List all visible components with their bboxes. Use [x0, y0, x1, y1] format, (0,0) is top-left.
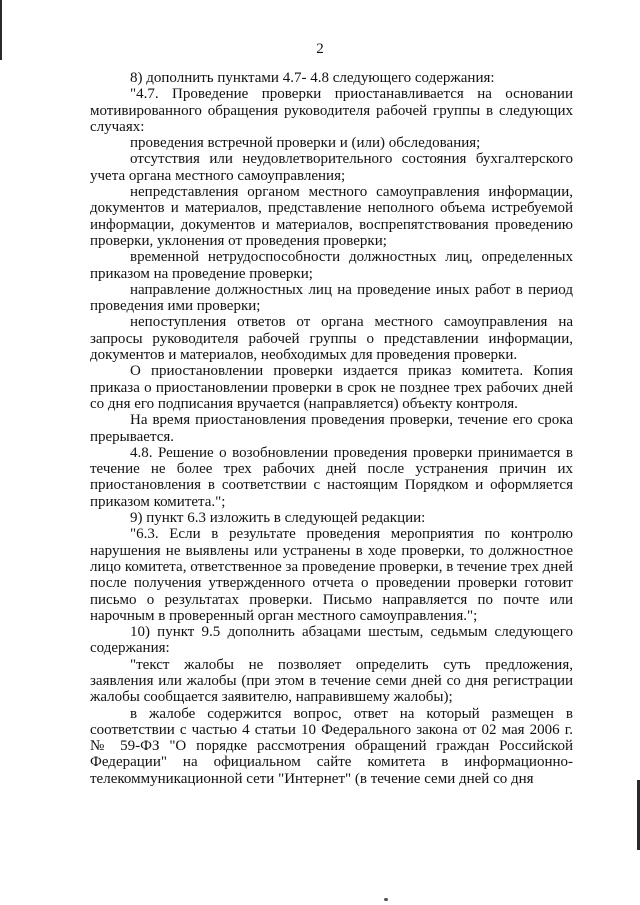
scan-speck	[384, 898, 388, 901]
paragraph: в жалобе содержится вопрос, ответ на который размещен в соответствии с частью 4 статьи 10 Федерального закона от 02 мая 2006 г. № 59-ФЗ "О порядке рассмотрения обращений граждан Российской Федерации" на официальном сайте комитета в информационно-телекоммуникационной сети "Интернет" (в течение семи дней со дня	[90, 705, 573, 787]
paragraph: направление должностных лиц на проведение иных работ в период проведения ими проверки;	[90, 281, 573, 315]
paragraph: непоступления ответов от органа местного самоуправления на запросы руководителя рабочей группы о представлении информации, документов и материалов, необходимых для проведения проверки.	[90, 314, 573, 364]
page-number: 2	[316, 41, 324, 57]
paragraph: "текст жалобы не позволяет определить суть предложения, заявления или жалобы (при этом в течение семи дней со дня регистрации жалобы сообщается заявителю, направившему жалобы);	[90, 656, 573, 706]
paragraph: временной нетрудоспособности должностных лиц, определенных приказом на проведение проверки;	[90, 249, 573, 282]
paragraph: 8) дополнить пунктами 4.7- 4.8 следующего содержания:	[130, 70, 495, 86]
paragraph: О приостановлении проверки издается приказ комитета. Копия приказа о приостановлении проверки в срок не позднее трех рабочих дней со дня его подписания вручается (направляется) объекту контроля.	[90, 363, 573, 412]
paragraph: 9) пункт 6.3 изложить в следующей редакции:	[130, 510, 426, 527]
paragraph: "6.3. Если в результате проведения мероприятия по контролю нарушения не выявлены или устранены в ходе проверки, то должностное лицо комитета, ответственное за проведение проверки, в течение трех дней после получения утвержденного отчета о проведении проверки готовит письмо о результатах проверки. Письмо направляется по почте или нарочным в проверенный орган местного самоуправления.";	[90, 526, 573, 624]
paragraph: 4.8. Решение о возобновлении проведения проверки принимается в течение не более трех рабочих дней после устранения причин их приостановления в соответствии с настоящим Порядком и оформляется приказом комитета.";	[90, 444, 573, 510]
paragraph: непредставления органом местного самоуправления информации, документов и материалов, представление неполного объема истребуемой информации, документов и материалов, воспрепятствования проведению проверки, уклонения от проведения проверки;	[90, 184, 573, 249]
paragraph: проведения встречной проверки и (или) обследования;	[130, 135, 481, 152]
document-body	[90, 70, 573, 787]
paragraph: 10) пункт 9.5 дополнить абзацами шестым, седьмым следующего содержания:	[90, 624, 573, 657]
paragraph: "4.7. Проведение проверки приостанавливается на основании мотивированного обращения руководителя рабочей группы в следующих случаях:	[90, 86, 573, 135]
paragraph: отсутствия или неудовлетворительного состояния бухгалтерского учета органа местного самоуправления;	[90, 151, 573, 184]
paragraph: На время приостановления проведения проверки, течение его срока прерывается.	[90, 412, 573, 445]
